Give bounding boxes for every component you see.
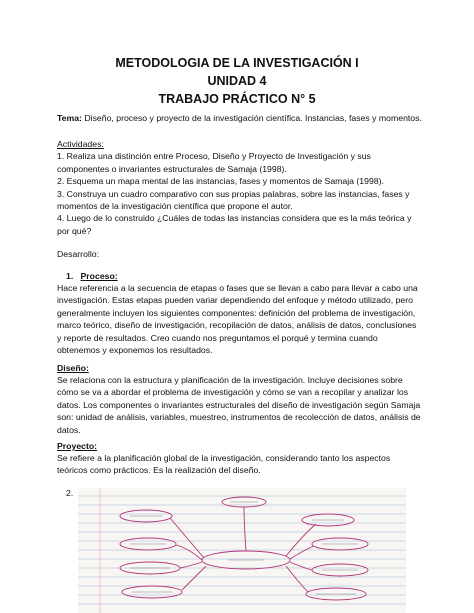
document-title: METODOLOGIA DE LA INVESTIGACIÓN I [115, 56, 359, 70]
tema-text: Diseño, proceso y proyecto de la investigación científica. Instancias, fases y momentos. [81, 113, 422, 123]
proyecto-text: Se refiere a la planificación global de la investigación, considerando tanto los aspectos teóricos como prácticos. Es la realización del diseño. [57, 453, 391, 476]
tema-paragraph [57, 112, 422, 124]
activity-item-2: 2. Esquema un mapa mental de las instancias, fases y momentos de Samaja (1998). [57, 176, 384, 187]
unit-heading: UNIDAD 4 [207, 74, 267, 88]
activities-block [57, 138, 422, 237]
proceso-text: Hace referencia a la secuencia de etapas o fases que se llevan a cabo para llevar a cabo una investigación. Estas etapas pueden variar dependiendo del enfoque y método utilizado, pero generalmente incluyen los siguientes componentes: definición del problema de investigación, marco teórico, diseño de investigación, recopilación de datos, análisis de datos, conclusiones y reporte de resultados. Creo cuando nos preguntamos el porqué y termina cuando obtenemos y exponemos los resultados. [57, 283, 418, 356]
diseno-heading: Diseño: [57, 363, 89, 373]
practice-heading: TRABAJO PRÁCTICO N° 5 [158, 92, 316, 106]
desarrollo-label: Desarrollo: [57, 249, 100, 259]
proceso-heading [66, 270, 118, 282]
mind-map-photo [78, 488, 406, 613]
activity-item-3: 3. Construya un cuadro comparativo con sus propias palabras, sobre las instancias, fases y momentos de la investigación científica que propone el autor. [57, 188, 410, 212]
tema-label: Tema: [57, 113, 82, 123]
activity-item-1: 1. Realiza una distinción entre Proceso, Diseño y Proyecto de Investigación y sus componentes o invariantes estructurales de Samaja (1998). [57, 151, 371, 174]
proceso-number: 1. [66, 271, 74, 281]
diseno-text: Se relaciona con la estructura y planificación de la investigación. Incluye decisiones sobre cómo se va a abordar el problema de investigación y cómo se van a recopilar y analizar los datos. Los componentes o invariantes estructurales del diseño de investigación según Samaja son: unidad de análisis, variables, muestreo, instrumentos de recolección de datos, análisis de datos. [57, 375, 421, 435]
activity-item-4: 4. Luego de lo construido ¿Cuáles de todas las instancias considera que es la más teórica y por qué? [57, 213, 412, 236]
proyecto-heading: Proyecto: [57, 441, 98, 451]
item-2-number: 2. [66, 488, 74, 498]
proceso-label: Proceso: [80, 271, 118, 281]
activities-label: Actividades: [57, 139, 104, 149]
